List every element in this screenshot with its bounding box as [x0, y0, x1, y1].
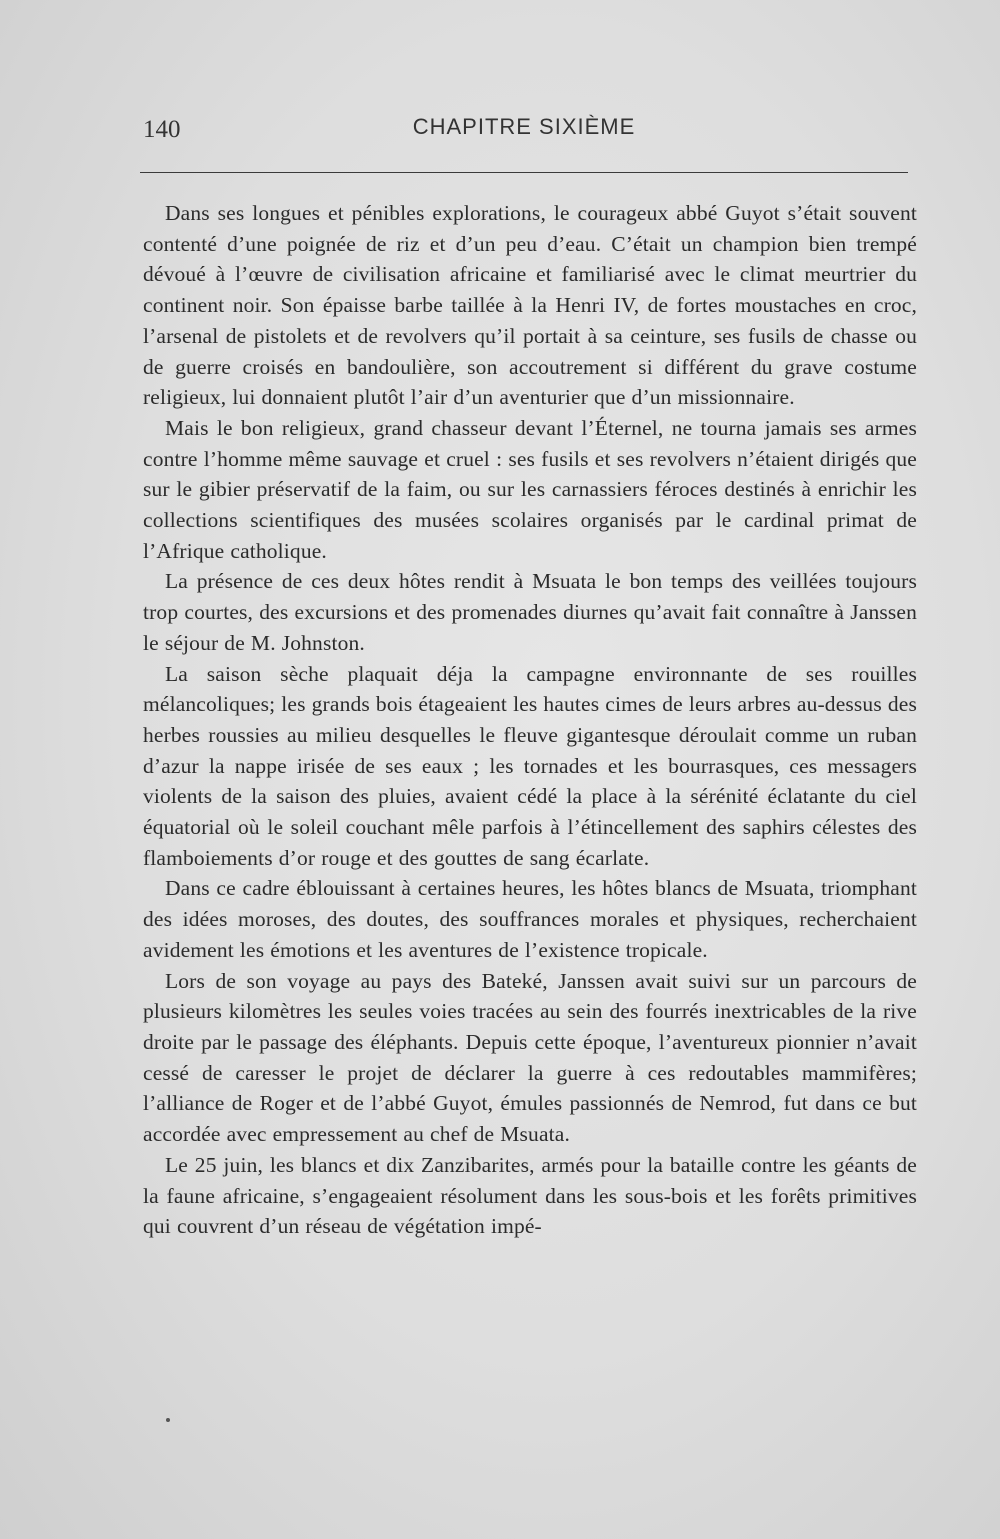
- paragraph: Dans ses longues et pénibles explorations, le courageux abbé Guyot s’était souvent contenté d’une poignée de riz et d’un peu d’eau. C’était un champion bien trempé dévoué à l’œuvre de civilisation africaine et familiarisé avec le climat meurtrier du continent noir. Son épaisse barbe taillée à la Henri IV, de fortes moustaches en croc, l’arsenal de pistolets et de revolvers qu’il portait à sa ceinture, ses fusils de chasse ou de guerre croisés en bandoulière, son accoutrement si différent du grave costume religieux, lui donnaient plutôt l’air d’un aventurier que d’un missionnaire.: [143, 201, 917, 410]
- paragraph: Mais le bon religieux, grand chasseur devant l’Éternel, ne tourna jamais ses armes contre l’homme même sauvage et cruel : ses fusils et ses revolvers n’étaient dirigés que sur le gibier préservatif de la faim, ou sur les carnassiers féroces destinés à enrichir les collections scientifiques des musées scolaires organisés par le cardinal primat de l’Afrique catholique.: [143, 415, 917, 563]
- page-number: 140: [143, 116, 181, 143]
- running-header: [140, 112, 908, 146]
- paragraph: Lors de son voyage au pays des Bateké, Janssen avait suivi sur un parcours de plusieurs kilomètres les seules voies tracées au sein des fourrés inextricables de la rive droite par le passage des éléphants. Depuis cette époque, l’aventureux pionnier n’avait cessé de caresser le projet de déclarer la guerre à ces redoutables mammifères; l’alliance de Roger et de l’abbé Guyot, émules passionnés de Nemrod, fut dans ce but accordée avec empressement au chef de Msuata.: [143, 968, 917, 1147]
- paragraph: La présence de ces deux hôtes rendit à Msuata le bon temps des veillées toujours trop courtes, des excursions et des promenades diurnes qu’avait fait connaître à Janssen le séjour de M. Johnston.: [143, 569, 917, 655]
- header-rule: [140, 172, 908, 173]
- chapter-title: CHAPITRE SIXIÈME: [412, 114, 636, 139]
- paragraph: Le 25 juin, les blancs et dix Zanzibarites, armés pour la bataille contre les géants de la faune africaine, s’engageaient résolument dans les sous-bois et les forêts primitives qui couvrent d’un réseau de végétation impé-: [143, 1152, 917, 1239]
- body-text: [143, 198, 917, 1242]
- paragraph: La saison sèche plaquait déja la campagne environnante de ses rouilles mélancoliques; les grands bois étageaient les hautes cimes de leurs arbres au-dessus des herbes roussies au milieu desquelles le fleuve gigantesque déroulait comme un ruban d’azur la nappe irisée de ses eaux ; les tornades et les bourrasques, ces messagers violents de la saison des pluies, avaient cédé la place à la sérénité éclatante du ciel équatorial où le soleil couchant mêle parfois à l’étincellement des saphirs célestes des flamboiements d’or rouge et des gouttes de sang écarlate.: [143, 661, 917, 870]
- ink-speck: [166, 1418, 170, 1422]
- paragraph: Dans ce cadre éblouissant à certaines heures, les hôtes blancs de Msuata, triomphant des idées moroses, des doutes, des souffrances morales et physiques, recherchaient avidement les émotions et les aventures de l’existence tropicale.: [143, 876, 917, 962]
